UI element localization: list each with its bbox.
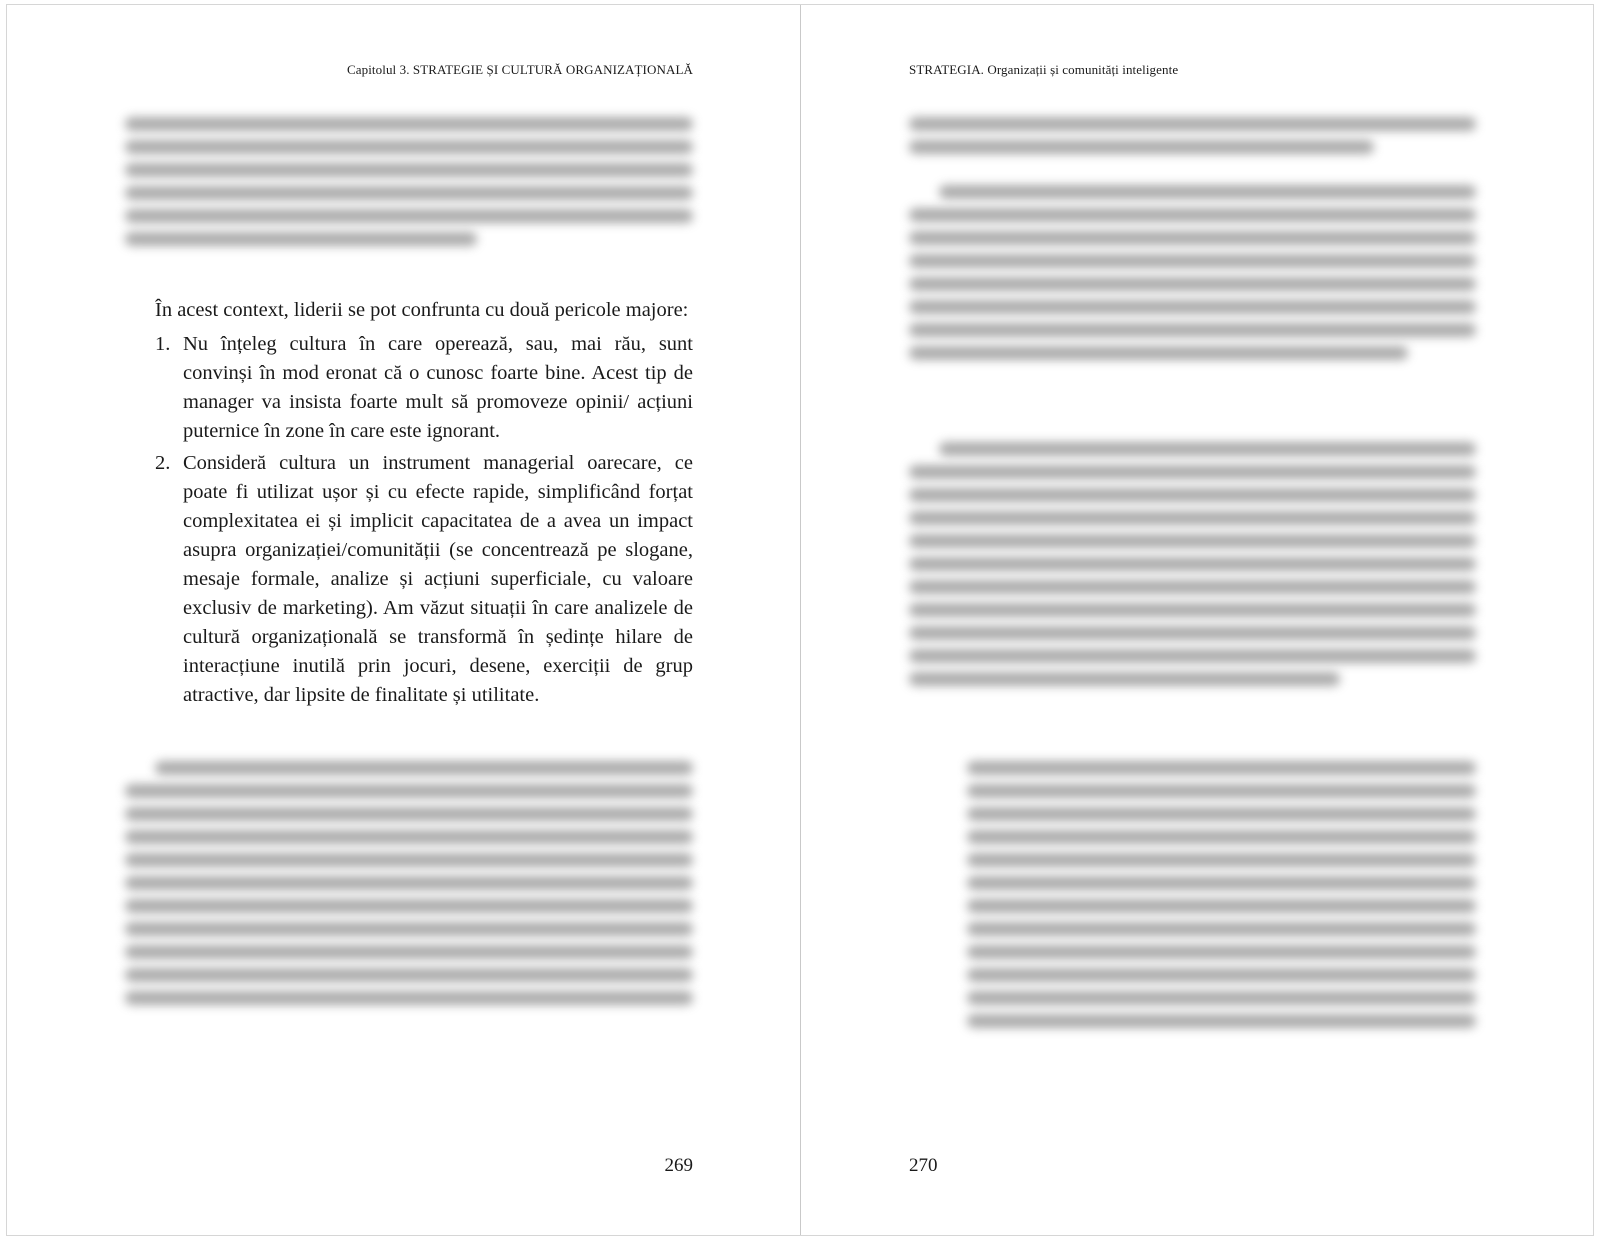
blurred-list-item [967, 753, 1476, 1037]
list-item-text: Consideră cultura un instrument managerial oarecare, ce poate fi utilizat ușor și cu efecte rapide, simplificând forțat complexitatea ei și implicit capacitatea de a avea un impact asupra organizației/comunității (se concentrează pe slogane, mesaje formale, analize și acțiuni superficiale, cu valoare exclusiv de marketing). Am văzut situații în care analizele de cultură organizațională se transformă în ședințe hilare de interacțiune inutilă prin jocuri, desene, exerciții de grup atractive, dar lipsite de finalitate și utilitate. [183, 452, 693, 706]
blurred-text-bottom-left [125, 753, 693, 1014]
intro-paragraph: În acest context, liderii se pot confrunta cu două pericole majore: [155, 299, 689, 321]
list-item-text: Nu înțeleg cultura în care operează, sau, mai rău, sunt convinși în mod eronat că o cunosc foarte bine. Acest tip de manager va insista foarte mult să promoveze opinii/ acțiuni puternice în zone în care este ignorant. [183, 333, 693, 442]
blurred-paragraph-1 [909, 109, 1476, 163]
list-item-number: 2. [155, 452, 171, 474]
page-number-left: 269 [664, 1155, 693, 1176]
blurred-text-top-left [125, 109, 693, 255]
running-head-right: STRATEGIA. Organizații și comunități inteligente [909, 62, 1179, 77]
left-page [7, 5, 800, 1235]
numbered-list [125, 330, 693, 710]
list-item-number: 1. [155, 333, 171, 355]
right-page [801, 5, 1593, 1235]
blurred-paragraph-2 [909, 177, 1476, 369]
page-number-right: 270 [909, 1155, 938, 1176]
running-head-left: Capitolul 3. STRATEGIE ȘI CULTURĂ ORGANIZAȚIONALĂ [346, 62, 693, 77]
list-item [125, 330, 693, 446]
list-item [125, 449, 693, 710]
main-text-left [125, 296, 693, 713]
blurred-paragraph-3 [909, 434, 1476, 695]
book-spread [6, 4, 1594, 1236]
